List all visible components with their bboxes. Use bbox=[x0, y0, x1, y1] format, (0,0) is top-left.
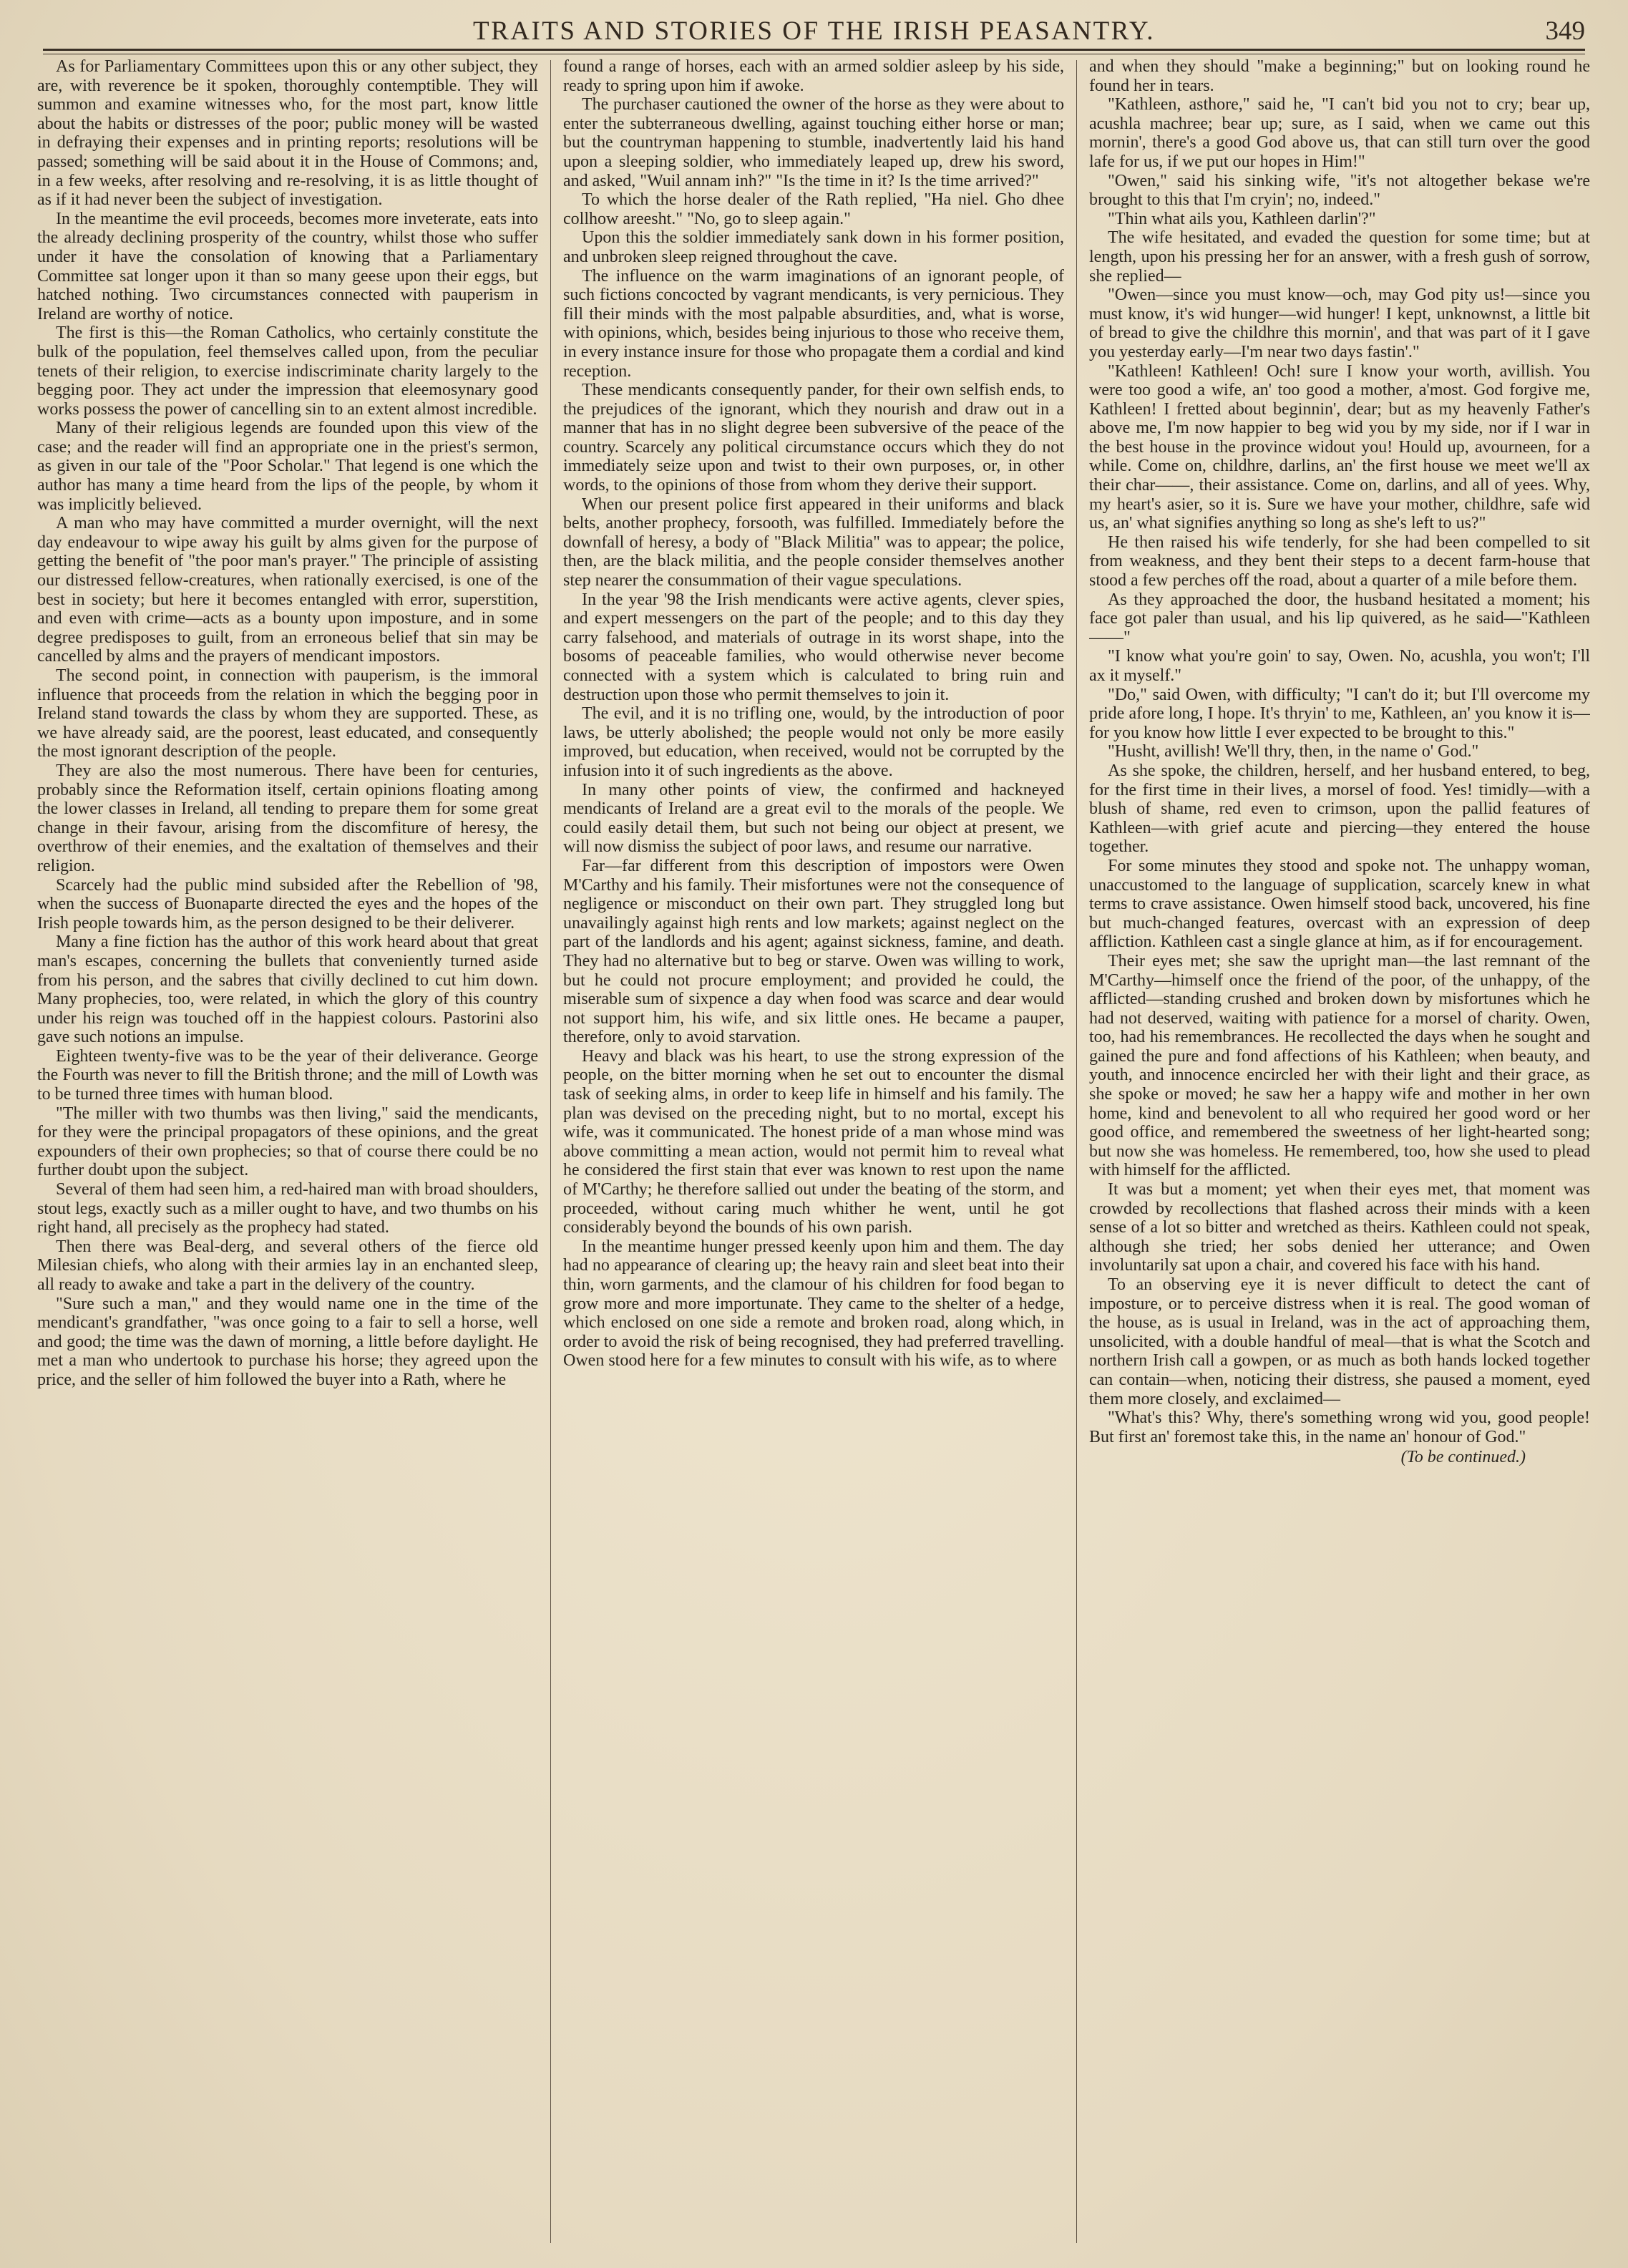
paragraph: Eighteen twenty-five was to be the year of their deliverance. George the Fourth was never to fill the British throne; and the mill of Lowth was to be turned three times with human blood. bbox=[37, 1046, 538, 1104]
paragraph: Many of their religious legends are founded upon this view of the case; and the reader will find an appropriate one in the priest's sermon, as given in our tale of the "Poor Scholar." That legend is one which the author has many a time heard from the lips of the people, by whom it was implicitly believed. bbox=[37, 419, 538, 514]
paragraph: Heavy and black was his heart, to use the strong expression of the people, on the bitter morning when he set out to encounter the dismal task of seeking alms, in order to keep life in himself and his family. The plan was devised on the preceding night, but to no mortal, except his wife, was it communicated. The honest pride of a man whose mind was above committing a mean action, would not permit him to reveal what he considered the first stain that ever was known to rest upon the name of M'Carthy; he therefore sallied out under the beating of the storm, and proceeded, without caring much whither he went, until he got considerably beyond the bounds of his own parish. bbox=[563, 1046, 1064, 1237]
paragraph: Their eyes met; she saw the upright man—the last remnant of the M'Carthy—himself once the friend of the poor, of the unhappy, of the afflicted—standing crushed and broken down by misfortunes which he had not deserved, waiting with patience for a morsel of charity. Owen, too, had his remembrances. He recollected the days when he sought and gained the pure and fond affections of his Kathleen; when beauty, and youth, and innocence encircled her with their light and their grace, as she spoke or moved; he saw her a happy wife and mother in her own home, kind and benevolent to all who required her good word or her good office, and remembered the sweetness of her light-hearted song; but now she was homeless. He remembered, too, how she used to plead with himself for the afflicted. bbox=[1089, 951, 1590, 1180]
paragraph: Scarcely had the public mind subsided after the Rebellion of '98, when the success of Buonaparte directed the eyes and the hopes of the Irish people towards him, as the person designed to be their deliverer. bbox=[37, 875, 538, 933]
paragraph: As they approached the door, the husband hesitated a moment; his face got paler than usual, and his lip quivered, as he said—"Kathleen——" bbox=[1089, 590, 1590, 647]
paragraph: They are also the most numerous. There have been for centuries, probably since the Reformation itself, certain opinions floating among the lower classes in Ireland, all tending to prepare them for some great change in their favour, arising from the discomfiture of heresy, the overthrow of their enemies, and the exaltation of themselves and their religion. bbox=[37, 761, 538, 875]
paragraph: "Kathleen, asthore," said he, "I can't bid you not to cry; bear up, acushla machree; bear up; sure, as I said, when we came out this mornin', there's a good God above us, that can still turn over the good lafe for us, if we put our hopes in Him!" bbox=[1089, 95, 1590, 171]
paragraph: "Kathleen! Kathleen! Och! sure I know your worth, avillish. You were too good a wife, an' too good a mother, a'most. God forgive me, Kathleen! I fretted about beginnin', dear; but as my heavenly Father's above me, I'm now happier to beg wid you by my side, nor if I war in the best house in the province widout you! Hould up, avourneen, for a while. Come on, childhre, darlins, an' the first house we meet we'll ax their char——, their assistance. Come on, darlins, and all of yees. Why, my heart's asier, so it is. Sure we have your mother, childhre, safe wid us, an' what signifies anything so long as she's left to us?" bbox=[1089, 361, 1590, 533]
paragraph: In the year '98 the Irish mendicants were active agents, clever spies, and expert messengers on the part of the people; and to this day they carry falsehood, and materials of outrage in its worst shape, into the bosoms of peaceable families, who would otherwise never become connected with a system which is calculated to bring ruin and destruction upon those who permit themselves to join it. bbox=[563, 590, 1064, 704]
paragraph: "Owen," said his sinking wife, "it's not altogether bekase we're brought to this that I'm cryin'; no, indeed." bbox=[1089, 171, 1590, 210]
paragraph: The first is this—the Roman Catholics, who certainly constitute the bulk of the population, feel themselves called upon, from the peculiar tenets of their religion, to exercise indiscriminate charity largely to the begging poor. They act under the impression that eleemosynary good works possess the power of cancelling sin to an extent almost incredible. bbox=[37, 323, 538, 419]
paragraph: found a range of horses, each with an armed soldier asleep by his side, ready to spring upon him if awoke. bbox=[563, 57, 1064, 95]
paragraph: When our present police first appeared in their uniforms and black belts, another prophecy, forsooth, was fulfilled. Immediately before the downfall of heresy, a body of "Black Militia" was to appear; the police, then, are the black militia, and the people consider themselves another step nearer the consummation of their vague speculations. bbox=[563, 495, 1064, 590]
paragraph: Far—far different from this description of impostors were Owen M'Carthy and his family. Their misfortunes were not the consequence of negligence or misconduct on their own part. They struggled long but unavailingly against high rents and low markets; against neglect on the part of the landlords and his agent; against sickness, famine, and death. They had no alternative but to beg or starve. Owen was willing to work, but he could not procure employment; and provided he could, the miserable sum of sixpence a day when food was scarce and dear would not support him, his wife, and six little ones. He became a pauper, therefore, only to avoid starvation. bbox=[563, 856, 1064, 1047]
paragraph: These mendicants consequently pander, for their own selfish ends, to the prejudices of the ignorant, which they nourish and draw out in a manner that has in no slight degree been subversive of the peace of the country. Scarcely any political circumstance occurs which they do not immediately seize upon and twist to their own purposes, or, in other words, to the opinions of those from whom they derive their support. bbox=[563, 381, 1064, 495]
paragraph: Then there was Beal-derg, and several others of the fierce old Milesian chiefs, who along with their armies lay in an enchanted sleep, all ready to awake and take a part in the delivery of the country. bbox=[37, 1237, 538, 1294]
paragraph: Upon this the soldier immediately sank down in his former position, and unbroken sleep reigned throughout the cave. bbox=[563, 228, 1064, 266]
paragraph: He then raised his wife tenderly, for she had been compelled to sit from weakness, and they bent their steps to a decent farm-house that stood a few perches off the road, about a quarter of a mile before them. bbox=[1089, 532, 1590, 590]
paragraph: "Do," said Owen, with difficulty; "I can't do it; but I'll overcome my pride afore long, I hope. It's thryin' to me, Kathleen, an' you know it is—for you know how little I ever expected to be brought to this." bbox=[1089, 685, 1590, 742]
paragraph: The purchaser cautioned the owner of the horse as they were about to enter the subterraneous dwelling, against touching either horse or man; but the countryman happening to stumble, inadvertently laid his hand upon a sleeping soldier, who immediately leaped up, drew his sword, and asked, "Wuil annam inh?" "Is the time in it? Is the time arrived?" bbox=[563, 95, 1064, 190]
page-number: 349 bbox=[1545, 16, 1585, 46]
column-3 bbox=[1089, 57, 1590, 2247]
paragraph: Several of them had seen him, a red-haired man with broad shoulders, stout legs, exactly such as a miller ought to have, and two thumbs on his right hand, all precisely as the prophecy had stated. bbox=[37, 1180, 538, 1237]
column-1 bbox=[37, 57, 538, 2247]
paragraph: "Sure such a man," and they would name one in the time of the mendicant's grandfather, "was once going to a fair to sell a horse, well and good; the time was the dawn of morning, a little before daylight. He met a man who undertook to purchase his horse; they agreed upon the price, and the seller of him followed the buyer into a Rath, where he bbox=[37, 1294, 538, 1389]
paragraph: "What's this? Why, there's something wrong wid you, good people! But first an' foremost take this, in the name an' honour of God." bbox=[1089, 1408, 1590, 1446]
page-header bbox=[43, 6, 1585, 49]
paragraph: In the meantime the evil proceeds, becomes more inveterate, eats into the already declining prosperity of the country, whilst those who suffer under it have the consolation of knowing that a Parliamentary Committee sat longer upon it than so many geese upon their eggs, but hatched nothing. Two circumstances connected with pauperism in Ireland are worthy of notice. bbox=[37, 209, 538, 323]
to-be-continued: (To be continued.) bbox=[1400, 1448, 1526, 1467]
paragraph: In the meantime hunger pressed keenly upon him and them. The day had no appearance of clearing up; the heavy rain and sleet beat into their thin, worn garments, and the clamour of his children for food began to grow more and more importunate. They came to the shelter of a hedge, which enclosed on one side a remote and broken road, along which, in order to avoid the risk of being recognised, they had preferred travelling. Owen stood here for a few minutes to consult with his wife, as to where bbox=[563, 1237, 1064, 1371]
paragraph: "I know what you're goin' to say, Owen. No, acushla, you won't; I'll ax it myself." bbox=[1089, 647, 1590, 685]
paragraph: Many a fine fiction has the author of this work heard about that great man's escapes, concerning the bullets that conveniently turned aside from his person, and the sabres that civilly declined to cut him down. Many prophecies, too, were related, in which the glory of this country under his reign was touched off in the happiest colours. Pastorini also gave such notions an impulse. bbox=[37, 933, 538, 1047]
paragraph: For some minutes they stood and spoke not. The unhappy woman, unaccustomed to the language of supplication, scarcely knew in what terms to crave assistance. Owen himself stood back, uncovered, his fine but much-changed features, overcast with an expression of deep affliction. Kathleen cast a single glance at him, as if for encouragement. bbox=[1089, 856, 1590, 952]
text-columns bbox=[37, 57, 1590, 2247]
paragraph: A man who may have committed a murder overnight, will the next day endeavour to wipe away his guilt by alms given for the purpose of getting the benefit of "the poor man's prayer." The principle of assisting our distressed fellow-creatures, when rationally exercised, is one of the best in society; but here it becomes entangled with error, superstition, and even with crime—acts as a bounty upon imposture, and in some degree predisposes to guilt, from an erroneous belief that sin may be cancelled by alms and the prayers of mendicant impostors. bbox=[37, 514, 538, 666]
column-divider-2 bbox=[1076, 60, 1077, 2243]
header-rule bbox=[43, 49, 1585, 54]
paragraph: "Owen—since you must know—och, may God pity us!—since you must know, it's wid hunger—wid hunger! I kept, unknownst, a little bit of bread to give the childhre this mornin', and that was part of it I gave you yesterday early—I'm near two days fastin'." bbox=[1089, 286, 1590, 361]
paragraph: As she spoke, the children, herself, and her husband entered, to beg, for the first time in their lives, a morsel of food. Yes! timidly—with a blush of shame, red even to crimson, upon the pallid features of Kathleen—with grief acute and piercing—they entered the house together. bbox=[1089, 761, 1590, 857]
paragraph: "Husht, avillish! We'll thry, then, in the name o' God." bbox=[1108, 742, 1479, 761]
running-head: TRAITS AND STORIES OF THE IRISH PEASANTRY. bbox=[472, 16, 1156, 46]
paragraph: and when they should "make a beginning;" but on looking round he found her in tears. bbox=[1089, 57, 1590, 95]
paragraph: The second point, in connection with pauperism, is the immoral influence that proceeds from the relation in which the begging poor in Ireland stand towards the class by whom they are supported. These, as we have already said, are the poorest, least educated, and consequently the most ignorant description of the people. bbox=[37, 666, 538, 761]
column-divider-1 bbox=[550, 60, 551, 2243]
column-2 bbox=[563, 57, 1064, 2247]
paragraph: "The miller with two thumbs was then living," said the mendicants, for they were the principal propagators of these opinions, and the great expounders of their own prophecies; so that of course there could be no further doubt upon the subject. bbox=[37, 1104, 538, 1180]
paragraph: As for Parliamentary Committees upon this or any other subject, they are, with reverence be it spoken, thoroughly contemptible. They will summon and examine witnesses who, for the most part, know little about the habits or distresses of the poor; public money will be wasted in defraying their expenses and in printing reports; resolutions will be passed; something will be said about it in the House of Commons; and, in a few weeks, after resolving and re-resolving, it is as little thought of as if it had never been the subject of investigation. bbox=[37, 57, 538, 210]
paragraph: To an observing eye it is never difficult to detect the cant of imposture, or to perceive distress when it is real. The good woman of the house, as is usual in Ireland, was in the act of approaching them, unsolicited, with a double handful of meal—that is what the Scotch and northern Irish call a gowpen, or as much as both hands locked together can contain—when, noticing their distress, she paused a moment, eyed them more closely, and exclaimed— bbox=[1089, 1275, 1590, 1408]
paragraph: The influence on the warm imaginations of an ignorant people, of such fictions concocted by vagrant mendicants, is very pernicious. They fill their minds with the most palpable absurdities, and, what is worse, with opinions, which, besides being injurious to those who receive them, in every instance insure for those who propagate them a cordial and kind reception. bbox=[563, 266, 1064, 381]
paragraph: It was but a moment; yet when their eyes met, that moment was crowded by recollections that flashed across their minds with a keen sense of a lot so bitter and wretched as theirs. Kathleen could not speak, although she tried; her sobs denied her utterance; and Owen involuntarily sat upon a chair, and covered his face with his hand. bbox=[1089, 1180, 1590, 1275]
paragraph: "Thin what ails you, Kathleen darlin'?" bbox=[1108, 209, 1376, 228]
paragraph: The evil, and it is no trifling one, would, by the introduction of poor laws, be utterly abolished; the people would not only be more easily improved, but education, when received, would not be corrupted by the infusion into it of such ingredients as the above. bbox=[563, 704, 1064, 780]
paragraph: To which the horse dealer of the Rath replied, "Ha niel. Gho dhee collhow areesht." "No, go to sleep again." bbox=[563, 190, 1064, 228]
paragraph: The wife hesitated, and evaded the question for some time; but at length, upon his pressing her for an answer, with a fresh gush of sorrow, she replied— bbox=[1089, 228, 1590, 286]
paragraph: In many other points of view, the confirmed and hackneyed mendicants of Ireland are a great evil to the morals of the people. We could easily detail them, but such not being our object at present, we will now dismiss the subject of poor laws, and resume our narrative. bbox=[563, 780, 1064, 857]
